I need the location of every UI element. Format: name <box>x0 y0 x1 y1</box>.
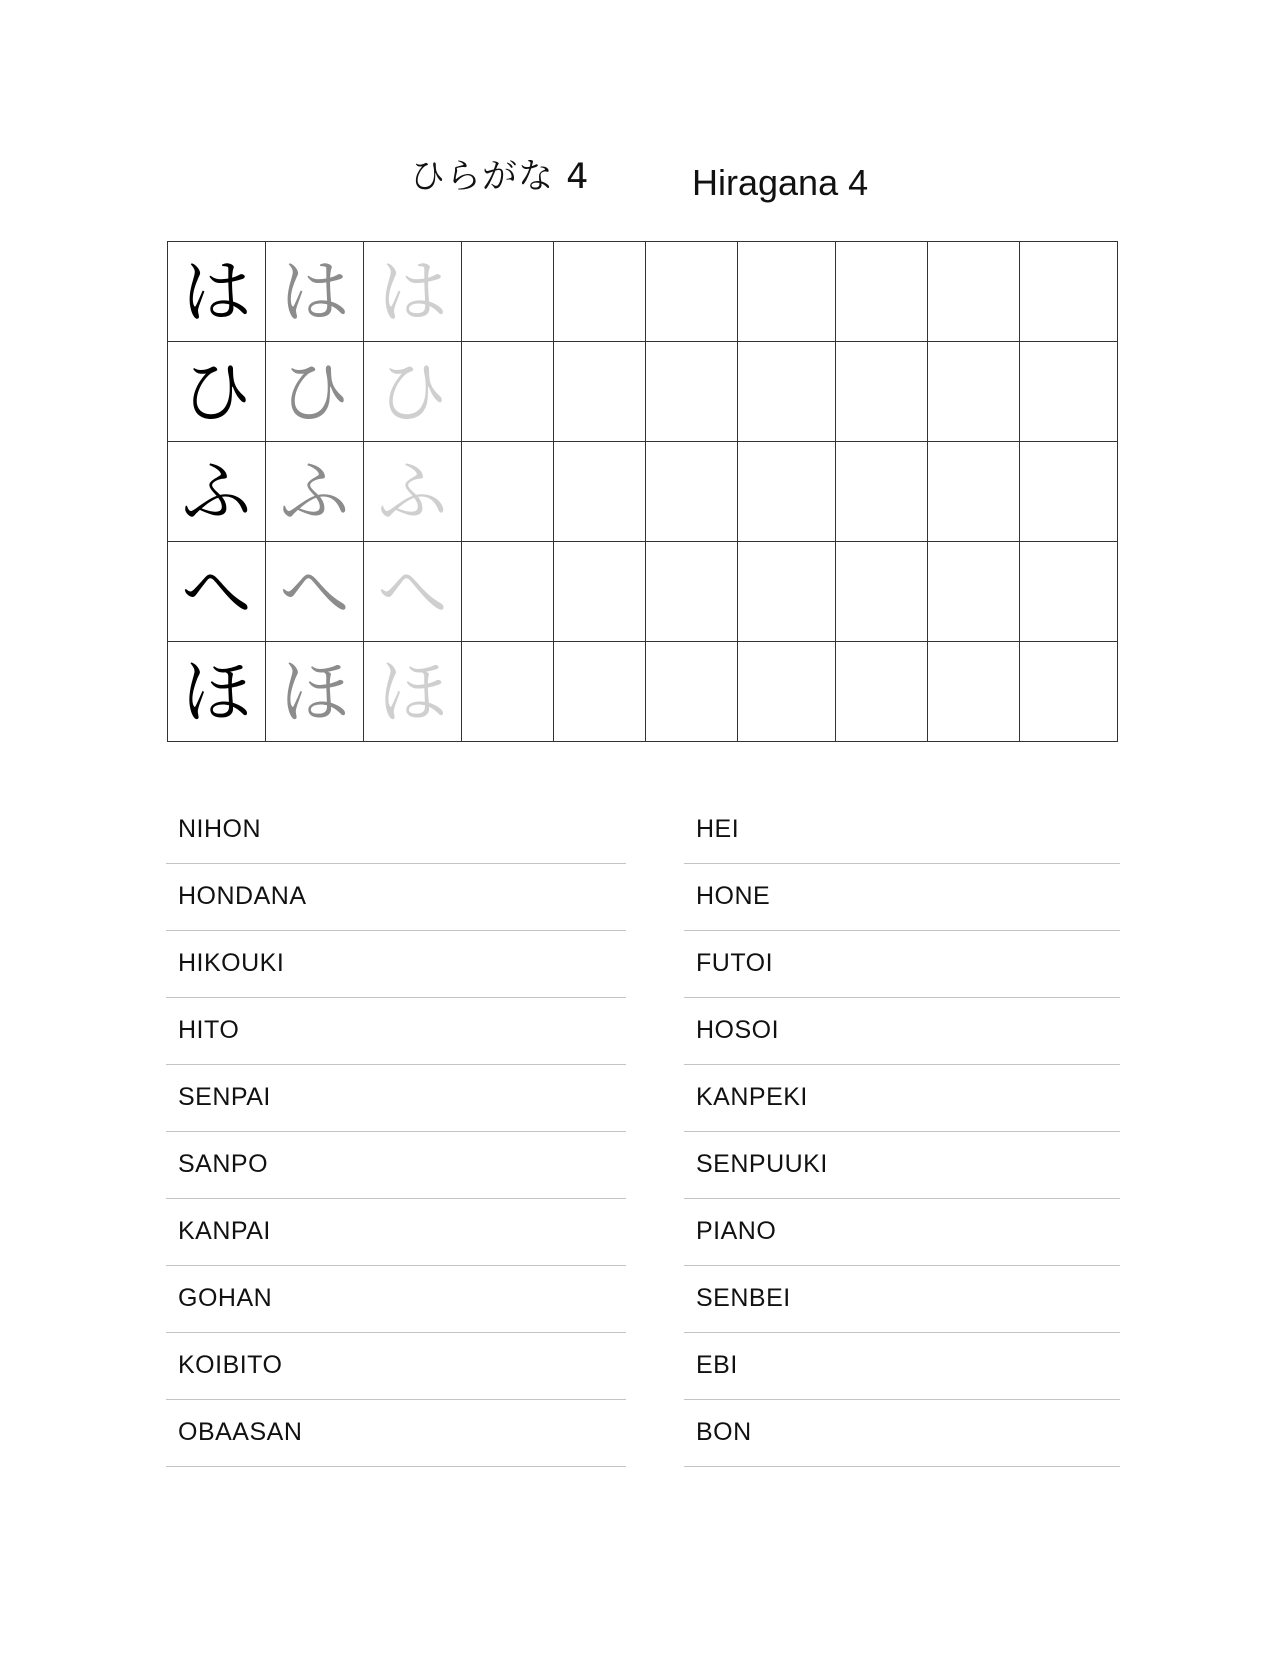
grid-row <box>168 342 1118 442</box>
grid-row <box>168 542 1118 642</box>
blank-practice-cell[interactable] <box>836 542 928 642</box>
blank-practice-cell[interactable] <box>1020 642 1118 742</box>
blank-practice-cell[interactable] <box>738 442 836 542</box>
trace-character: は <box>266 242 364 342</box>
blank-practice-cell[interactable] <box>1020 542 1118 642</box>
blank-practice-cell[interactable] <box>554 242 646 342</box>
worksheet-title-japanese: ひらがな 4 <box>410 157 590 197</box>
romaji-word: SENPAI <box>178 1083 271 1111</box>
blank-practice-cell[interactable] <box>1020 342 1118 442</box>
trace-character: ほ <box>364 642 462 742</box>
word-writing-line[interactable] <box>684 864 1120 931</box>
word-writing-line[interactable] <box>684 1266 1120 1333</box>
word-writing-line[interactable] <box>166 1199 626 1266</box>
word-writing-line[interactable] <box>684 1199 1120 1266</box>
blank-practice-cell[interactable] <box>738 642 836 742</box>
blank-practice-cell[interactable] <box>554 342 646 442</box>
word-writing-line[interactable] <box>684 797 1120 864</box>
blank-practice-cell[interactable] <box>646 542 738 642</box>
blank-practice-cell[interactable] <box>462 442 554 542</box>
blank-practice-cell[interactable] <box>554 542 646 642</box>
trace-character: ほ <box>266 642 364 742</box>
trace-character: ひ <box>364 342 462 442</box>
romaji-word: HONDANA <box>178 882 307 910</box>
word-writing-line[interactable] <box>684 1065 1120 1132</box>
blank-practice-cell[interactable] <box>462 542 554 642</box>
word-writing-line[interactable] <box>684 998 1120 1065</box>
blank-practice-cell[interactable] <box>928 642 1020 742</box>
blank-practice-cell[interactable] <box>928 542 1020 642</box>
romaji-word: FUTOI <box>696 949 774 977</box>
blank-practice-cell[interactable] <box>928 442 1020 542</box>
romaji-word: HITO <box>178 1016 240 1044</box>
blank-practice-cell[interactable] <box>646 342 738 442</box>
word-list-left <box>166 797 626 1467</box>
word-writing-line[interactable] <box>166 864 626 931</box>
romaji-word: GOHAN <box>178 1284 273 1312</box>
blank-practice-cell[interactable] <box>646 242 738 342</box>
blank-practice-cell[interactable] <box>462 342 554 442</box>
worksheet-title-english: Hiragana 4 <box>692 162 869 203</box>
blank-practice-cell[interactable] <box>738 242 836 342</box>
word-writing-line[interactable] <box>684 931 1120 998</box>
trace-character: ふ <box>266 442 364 542</box>
romaji-word: HIKOUKI <box>178 949 285 977</box>
romaji-word: OBAASAN <box>178 1418 303 1446</box>
word-writing-line[interactable] <box>684 1400 1120 1467</box>
grid-row <box>168 242 1118 342</box>
blank-practice-cell[interactable] <box>462 642 554 742</box>
romaji-word: SENPUUKI <box>696 1150 828 1178</box>
trace-character: へ <box>364 542 462 642</box>
blank-practice-cell[interactable] <box>738 542 836 642</box>
model-character: へ <box>168 542 266 642</box>
romaji-word: NIHON <box>178 815 262 843</box>
romaji-word: KANPAI <box>178 1217 271 1245</box>
word-writing-line[interactable] <box>166 998 626 1065</box>
grid-row <box>168 642 1118 742</box>
romaji-word: KANPEKI <box>696 1083 808 1111</box>
word-writing-line[interactable] <box>166 931 626 998</box>
romaji-word: HONE <box>696 882 771 910</box>
word-writing-line[interactable] <box>684 1333 1120 1400</box>
romaji-word: SANPO <box>178 1150 269 1178</box>
word-writing-line[interactable] <box>166 1400 626 1467</box>
blank-practice-cell[interactable] <box>1020 442 1118 542</box>
word-writing-line[interactable] <box>166 1266 626 1333</box>
word-writing-line[interactable] <box>684 1132 1120 1199</box>
practice-grid <box>167 241 1118 742</box>
blank-practice-cell[interactable] <box>1020 242 1118 342</box>
word-writing-line[interactable] <box>166 1065 626 1132</box>
word-writing-line[interactable] <box>166 1333 626 1400</box>
trace-character: へ <box>266 542 364 642</box>
romaji-word: HEI <box>696 815 740 843</box>
blank-practice-cell[interactable] <box>646 442 738 542</box>
model-character: ほ <box>168 642 266 742</box>
blank-practice-cell[interactable] <box>836 342 928 442</box>
model-character: ひ <box>168 342 266 442</box>
blank-practice-cell[interactable] <box>928 342 1020 442</box>
grid-row <box>168 442 1118 542</box>
blank-practice-cell[interactable] <box>554 642 646 742</box>
romaji-word: SENBEI <box>696 1284 791 1312</box>
model-character: ふ <box>168 442 266 542</box>
blank-practice-cell[interactable] <box>554 442 646 542</box>
model-character: は <box>168 242 266 342</box>
romaji-word: BON <box>696 1418 752 1446</box>
romaji-word: KOIBITO <box>178 1351 283 1379</box>
trace-character: ひ <box>266 342 364 442</box>
word-list-right <box>684 797 1120 1467</box>
blank-practice-cell[interactable] <box>462 242 554 342</box>
trace-character: ふ <box>364 442 462 542</box>
romaji-word: PIANO <box>696 1217 777 1245</box>
word-writing-line[interactable] <box>166 1132 626 1199</box>
word-writing-line[interactable] <box>166 797 626 864</box>
blank-practice-cell[interactable] <box>928 242 1020 342</box>
blank-practice-cell[interactable] <box>646 642 738 742</box>
romaji-word: EBI <box>696 1351 738 1379</box>
blank-practice-cell[interactable] <box>836 442 928 542</box>
blank-practice-cell[interactable] <box>836 642 928 742</box>
blank-practice-cell[interactable] <box>738 342 836 442</box>
blank-practice-cell[interactable] <box>836 242 928 342</box>
romaji-word: HOSOI <box>696 1016 780 1044</box>
trace-character: は <box>364 242 462 342</box>
